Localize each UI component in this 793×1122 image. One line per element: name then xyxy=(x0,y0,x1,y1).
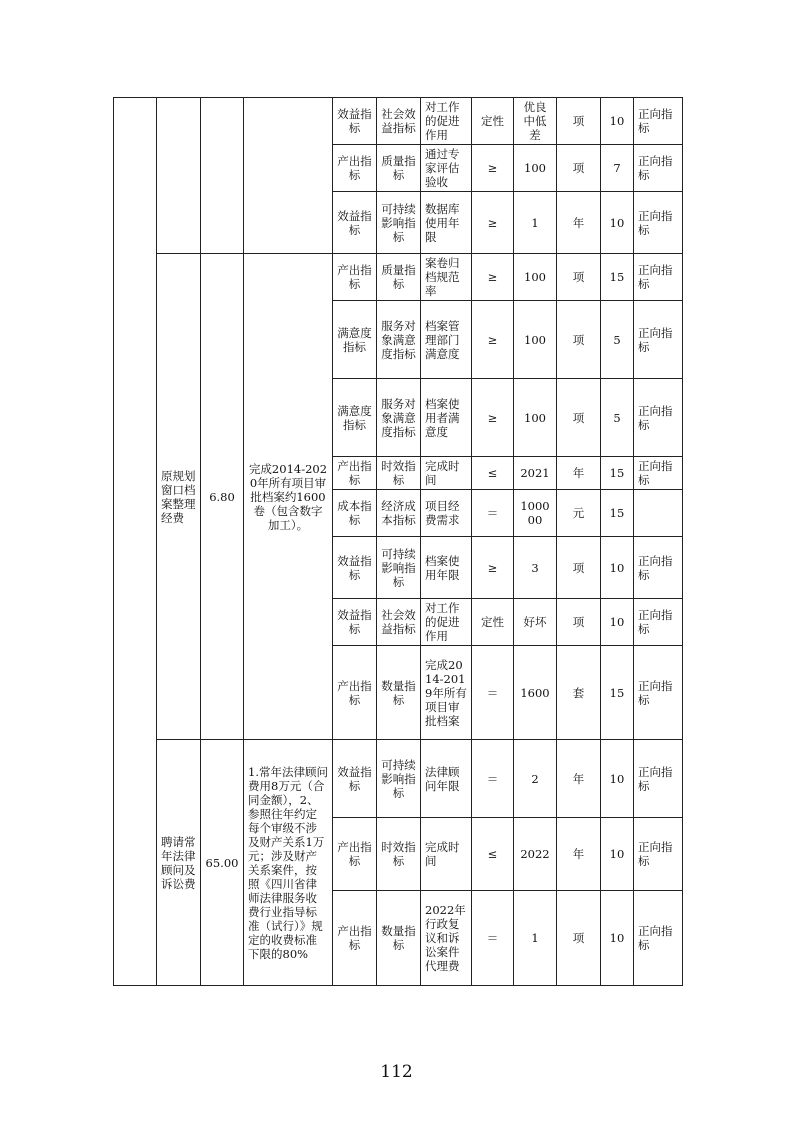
unit: 项 xyxy=(557,379,601,457)
unit: 项 xyxy=(557,891,601,986)
project-amount: 65.00 xyxy=(201,740,244,986)
level2-indicator: 时效指标 xyxy=(377,457,421,490)
level3-indicator: 法律顾问年限 xyxy=(421,740,472,818)
operator: 定性 xyxy=(472,98,514,145)
level3-indicator: 完成时间 xyxy=(421,457,472,490)
operator: ≥ xyxy=(472,254,514,301)
direction: 正向指标 xyxy=(634,192,683,254)
weight: 15 xyxy=(601,490,634,537)
target-value: 100000 xyxy=(514,490,557,537)
level3-indicator: 档案管理部门满意度 xyxy=(421,301,472,379)
project-goal: 完成2014-2020年所有项目审批档案约1600卷（包含数字加工）。 xyxy=(244,254,333,740)
level3-indicator: 完成时间 xyxy=(421,818,472,891)
direction: 正向指标 xyxy=(634,301,683,379)
level3-indicator: 数据库使用年限 xyxy=(421,192,472,254)
level1-indicator: 产出指标 xyxy=(333,891,377,986)
level2-indicator: 质量指标 xyxy=(377,254,421,301)
page-number: 112 xyxy=(380,1062,413,1082)
project-name-cell-empty xyxy=(157,98,201,254)
target-value: 1 xyxy=(514,891,557,986)
level3-indicator: 档案使用者满意度 xyxy=(421,379,472,457)
direction: 正向指标 xyxy=(634,740,683,818)
operator: ＝ xyxy=(472,891,514,986)
level2-indicator: 经济成本指标 xyxy=(377,490,421,537)
level1-indicator: 效益指标 xyxy=(333,599,377,646)
weight: 5 xyxy=(601,379,634,457)
project-amount: 6.80 xyxy=(201,254,244,740)
operator: ≤ xyxy=(472,457,514,490)
level2-indicator: 质量指标 xyxy=(377,145,421,192)
target-value: 100 xyxy=(514,145,557,192)
target-value: 好坏 xyxy=(514,599,557,646)
table-row xyxy=(114,740,683,818)
weight: 15 xyxy=(601,254,634,301)
level2-indicator: 可持续影响指标 xyxy=(377,537,421,599)
level1-indicator: 效益指标 xyxy=(333,98,377,145)
operator: ＝ xyxy=(472,740,514,818)
unit: 项 xyxy=(557,537,601,599)
level1-indicator: 效益指标 xyxy=(333,192,377,254)
level1-indicator: 效益指标 xyxy=(333,537,377,599)
unit: 元 xyxy=(557,490,601,537)
operator: ≥ xyxy=(472,145,514,192)
weight: 10 xyxy=(601,98,634,145)
unit: 项 xyxy=(557,98,601,145)
operator: ≥ xyxy=(472,192,514,254)
weight: 10 xyxy=(601,192,634,254)
operator: ≤ xyxy=(472,818,514,891)
direction: 正向指标 xyxy=(634,646,683,740)
target-value: 2 xyxy=(514,740,557,818)
operator: 定性 xyxy=(472,599,514,646)
level1-indicator: 产出指标 xyxy=(333,254,377,301)
weight: 10 xyxy=(601,818,634,891)
operator: ≥ xyxy=(472,537,514,599)
operator: ＝ xyxy=(472,490,514,537)
unit: 项 xyxy=(557,254,601,301)
weight: 7 xyxy=(601,145,634,192)
level3-indicator: 案卷归档规范率 xyxy=(421,254,472,301)
direction: 正向指标 xyxy=(634,457,683,490)
level2-indicator: 时效指标 xyxy=(377,818,421,891)
weight: 15 xyxy=(601,646,634,740)
target-value: 100 xyxy=(514,379,557,457)
level2-indicator: 社会效益指标 xyxy=(377,599,421,646)
target-value: 1600 xyxy=(514,646,557,740)
level2-indicator: 服务对象满意度指标 xyxy=(377,379,421,457)
level2-indicator: 数量指标 xyxy=(377,646,421,740)
target-value: 100 xyxy=(514,301,557,379)
weight: 10 xyxy=(601,599,634,646)
level1-indicator: 产出指标 xyxy=(333,646,377,740)
level3-indicator: 对工作的促进作用 xyxy=(421,599,472,646)
direction xyxy=(634,490,683,537)
level1-indicator: 满意度指标 xyxy=(333,301,377,379)
level1-indicator: 产出指标 xyxy=(333,457,377,490)
operator: ≥ xyxy=(472,301,514,379)
direction: 正向指标 xyxy=(634,379,683,457)
level1-indicator: 产出指标 xyxy=(333,818,377,891)
level1-indicator: 满意度指标 xyxy=(333,379,377,457)
level3-indicator: 2022年行政复议和诉讼案件代理费 xyxy=(421,891,472,986)
target-value: 3 xyxy=(514,537,557,599)
project-name: 聘请常年法律顾问及诉讼费 xyxy=(157,740,201,986)
operator: ＝ xyxy=(472,646,514,740)
level2-indicator: 社会效益指标 xyxy=(377,98,421,145)
level3-indicator: 完成2014-2019年所有项目审批档案 xyxy=(421,646,472,740)
unit: 年 xyxy=(557,457,601,490)
level3-indicator: 档案使用年限 xyxy=(421,537,472,599)
level2-indicator: 可持续影响指标 xyxy=(377,192,421,254)
project-name: 原规划窗口档案整理经费 xyxy=(157,254,201,740)
level2-indicator: 服务对象满意度指标 xyxy=(377,301,421,379)
level2-indicator: 数量指标 xyxy=(377,891,421,986)
unit: 项 xyxy=(557,301,601,379)
direction: 正向指标 xyxy=(634,254,683,301)
target-value: 1 xyxy=(514,192,557,254)
level3-indicator: 通过专家评估验收 xyxy=(421,145,472,192)
weight: 10 xyxy=(601,740,634,818)
level1-indicator: 产出指标 xyxy=(333,145,377,192)
level3-indicator: 项目经费需求 xyxy=(421,490,472,537)
unit: 项 xyxy=(557,145,601,192)
direction: 正向指标 xyxy=(634,891,683,986)
table-row xyxy=(114,254,683,301)
unit: 项 xyxy=(557,599,601,646)
level1-indicator: 成本指标 xyxy=(333,490,377,537)
target-value: 100 xyxy=(514,254,557,301)
project-goal: 1.常年法律顾问费用8万元（合同金额），2、参照往年约定每个审级不涉及财产关系1万元；涉及财产关系案件，按照《四川省律师法律服务收费行业指导标准（试行）》规定的收费标准下限的80% xyxy=(244,740,333,986)
level3-indicator: 对工作的促进作用 xyxy=(421,98,472,145)
level1-indicator: 效益指标 xyxy=(333,740,377,818)
level2-indicator: 可持续影响指标 xyxy=(377,740,421,818)
unit: 套 xyxy=(557,646,601,740)
weight: 10 xyxy=(601,537,634,599)
unit: 年 xyxy=(557,740,601,818)
direction: 正向指标 xyxy=(634,98,683,145)
project-goal-cell-empty xyxy=(244,98,333,254)
direction: 正向指标 xyxy=(634,145,683,192)
category-cell-empty xyxy=(114,98,157,986)
performance-indicator-table xyxy=(113,97,683,986)
target-value: 2021 xyxy=(514,457,557,490)
table-row xyxy=(114,98,683,145)
weight: 15 xyxy=(601,457,634,490)
weight: 10 xyxy=(601,891,634,986)
direction: 正向指标 xyxy=(634,818,683,891)
direction: 正向指标 xyxy=(634,599,683,646)
project-amount-cell-empty xyxy=(201,98,244,254)
unit: 年 xyxy=(557,818,601,891)
target-value: 优良中低差 xyxy=(514,98,557,145)
target-value: 2022 xyxy=(514,818,557,891)
weight: 5 xyxy=(601,301,634,379)
direction: 正向指标 xyxy=(634,537,683,599)
operator: ≥ xyxy=(472,379,514,457)
unit: 年 xyxy=(557,192,601,254)
